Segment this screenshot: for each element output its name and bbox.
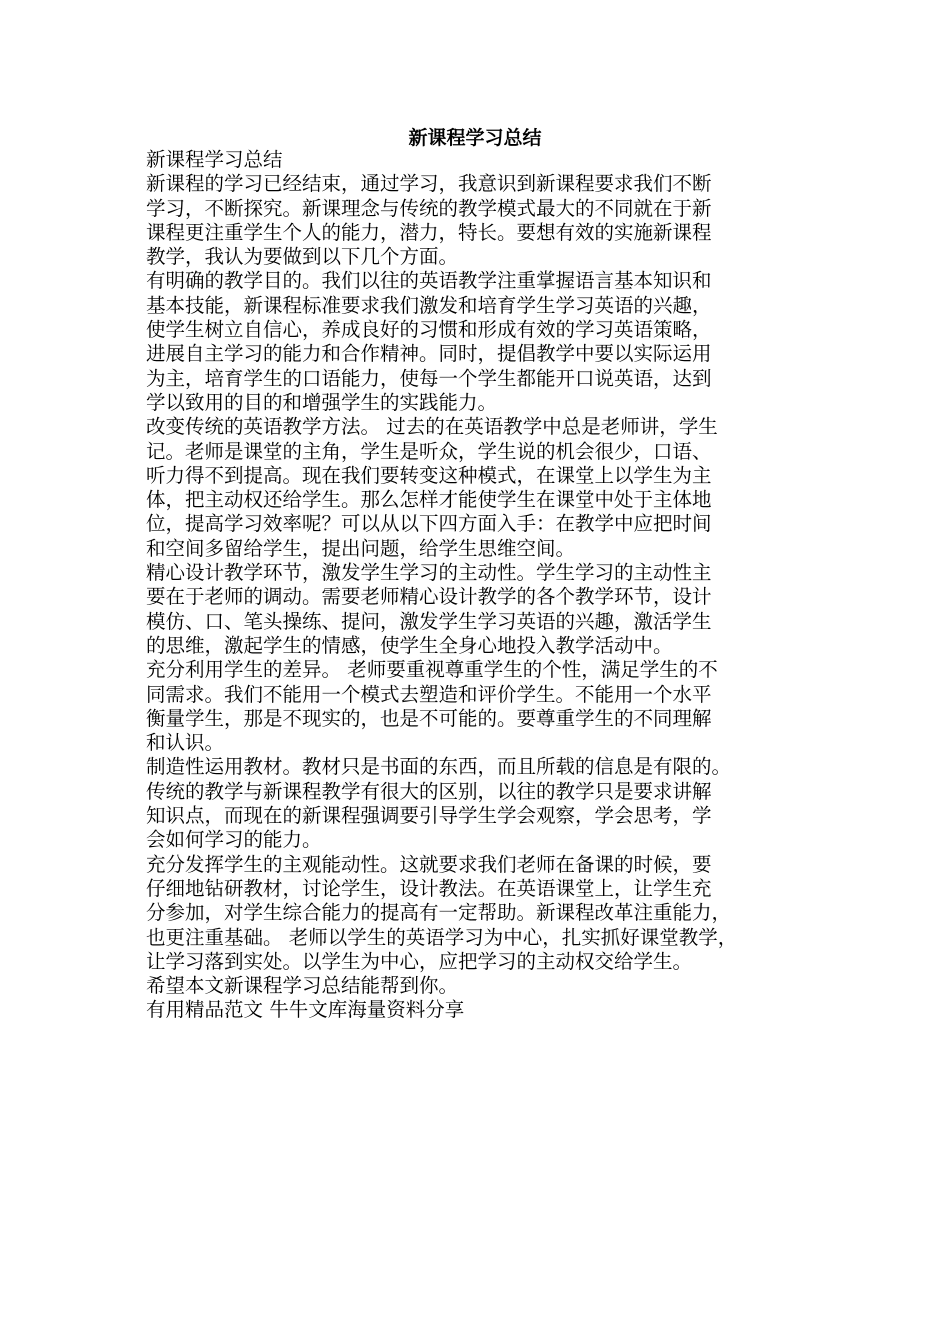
text-line: 新课程的学习已经结束，通过学习，我意识到新课程要求我们不断 xyxy=(146,172,712,196)
text-line: 充分发挥学生的主观能动性。这就要求我们老师在备课的时候，要 xyxy=(146,852,712,876)
text-line: 精心设计教学环节，激发学生学习的主动性。学生学习的主动性主 xyxy=(146,561,712,585)
text-line: 进展自主学习的能力和合作精神。同时，提倡教学中要以实际运用 xyxy=(146,342,712,366)
text-line: 有明确的教学目的。我们以往的英语教学注重掌握语言基本知识和 xyxy=(146,269,712,293)
text-line: 也更注重基础。 老师以学生的英语学习为中心，扎实抓好课堂教学， xyxy=(146,925,738,949)
text-line: 和空间多留给学生，提出问题，给学生思维空间。 xyxy=(146,536,576,560)
text-line: 学习，不断探究。新课理念与传统的教学模式最大的不同就在于新 xyxy=(146,196,712,220)
text-line: 模仿、口、笔头操练、提问，激发学生学习英语的兴趣，激活学生 xyxy=(146,609,712,633)
text-line: 使学生树立自信心，养成良好的习惯和形成有效的学习英语策略， xyxy=(146,318,712,342)
text-line: 和认识。 xyxy=(146,731,225,755)
text-line: 同需求。我们不能用一个模式去塑造和评价学生。不能用一个水平 xyxy=(146,682,712,706)
text-line: 记。老师是课堂的主角，学生是听众，学生说的机会很少，口语、 xyxy=(146,439,712,463)
text-line: 体，把主动权还给学生。那么怎样才能使学生在课堂中处于主体地 xyxy=(146,488,712,512)
text-line: 衡量学生，那是不现实的，也是不可能的。要尊重学生的不同理解 xyxy=(146,706,712,730)
text-line: 要在于老师的调动。需要老师精心设计教学的各个教学环节，设计 xyxy=(146,585,712,609)
text-line: 有用精品范文 牛牛文库海量资料分享 xyxy=(146,998,465,1022)
text-line: 新课程学习总结 xyxy=(146,148,283,171)
text-line: 改变传统的英语教学方法。 过去的在英语教学中总是老师讲，学生 xyxy=(146,415,718,439)
text-line: 位，提高学习效率呢？可以从以下四方面入手：在教学中应把时间 xyxy=(146,512,712,536)
text-line: 希望本文新课程学习总结能帮到你。 xyxy=(146,974,459,998)
text-line: 充分利用学生的差异。 老师要重视尊重学生的个性，满足学生的不 xyxy=(146,658,718,682)
text-line: 会如何学习的能力。 xyxy=(146,828,322,852)
text-line: 课程更注重学生个人的能力，潜力，特长。要想有效的实施新课程 xyxy=(146,220,712,244)
text-line: 传统的教学与新课程教学有很大的区别，以往的教学只是要求讲解 xyxy=(146,779,712,803)
text-line: 学以致用的目的和增强学生的实践能力。 xyxy=(146,390,498,414)
document-title: 新课程学习总结 xyxy=(408,127,542,149)
text-line: 仔细地钻研教材，讨论学生，设计教法。在英语课堂上，让学生充 xyxy=(146,876,712,900)
document-body xyxy=(146,148,814,1023)
text-line: 基本技能，新课程标准要求我们激发和培育学生学习英语的兴趣， xyxy=(146,293,712,317)
text-line: 听力得不到提高。现在我们要转变这种模式，在课堂上以学生为主 xyxy=(146,463,712,487)
text-line: 教学，我认为要做到以下几个方面。 xyxy=(146,245,459,269)
text-line: 为主，培育学生的口语能力，使每一个学生都能开口说英语，达到 xyxy=(146,366,712,390)
text-line: 的思维，激起学生的情感，使学生全身心地投入教学活动中。 xyxy=(146,633,673,657)
text-line: 制造性运用教材。教材只是书面的东西，而且所载的信息是有限的。 xyxy=(146,755,732,779)
text-line: 分参加，对学生综合能力的提高有一定帮助。新课程改革注重能力， xyxy=(146,901,732,925)
text-line: 知识点，而现在的新课程强调要引导学生学会观察，学会思考，学 xyxy=(146,804,712,828)
text-line: 让学习落到实处。以学生为中心，应把学习的主动权交给学生。 xyxy=(146,949,693,973)
